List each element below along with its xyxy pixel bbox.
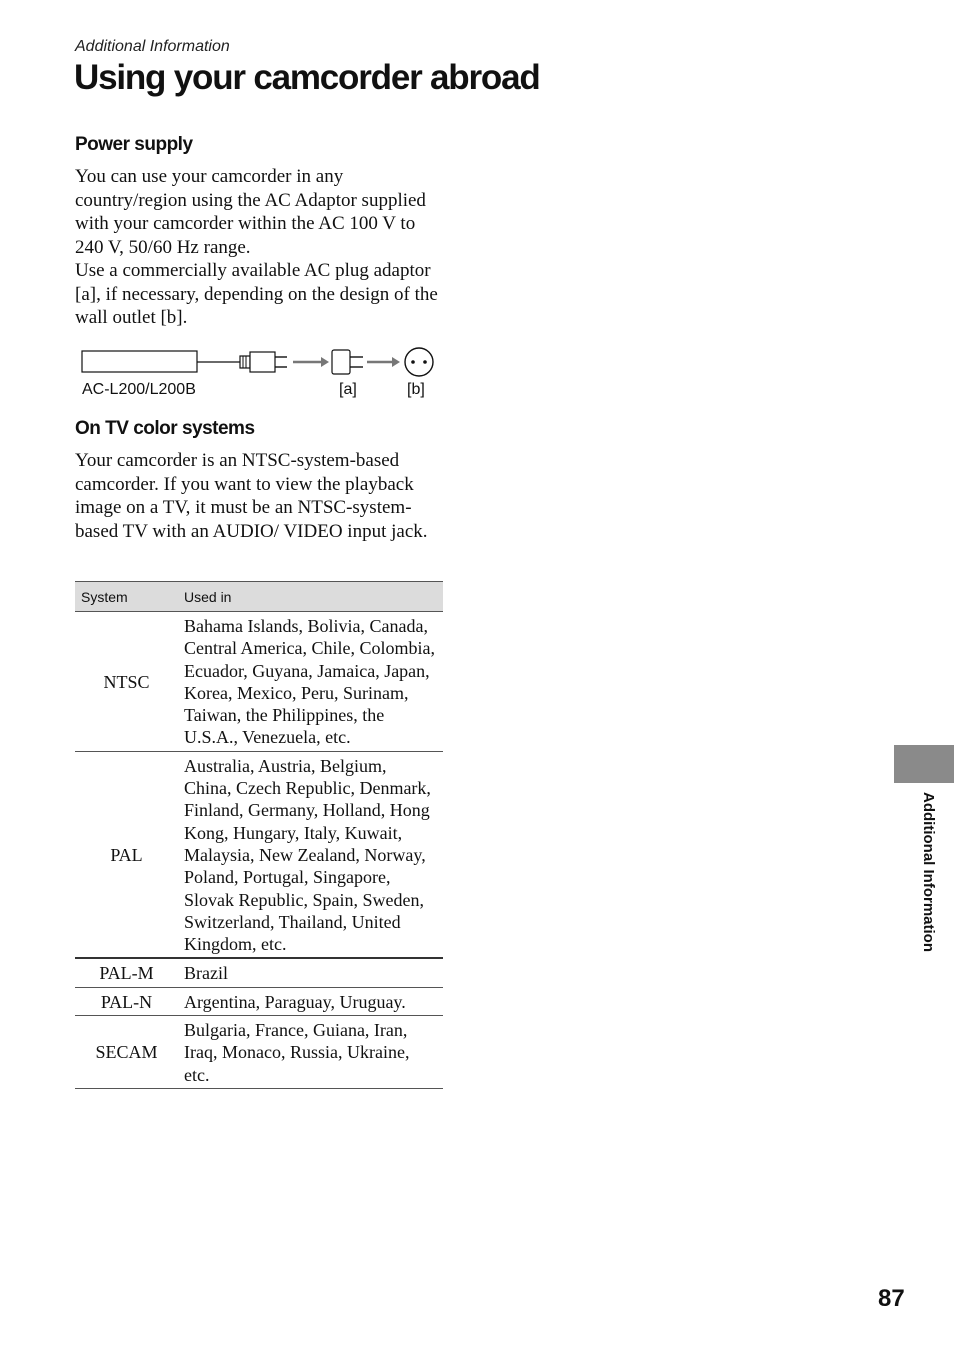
arrow-right-icon: [293, 357, 329, 367]
page-title: Using your camcorder abroad: [74, 58, 540, 97]
system-cell: NTSC: [75, 612, 178, 752]
plug-adaptor-icon: [332, 350, 363, 374]
chapter-tab-label: Additional Information: [920, 792, 937, 952]
power-supply-heading: Power supply: [75, 134, 193, 155]
used-in-cell: Bahama Islands, Bolivia, Canada, Central America, Chile, Colombia, Ecuador, Guyana, Jamaica, Japan, Korea, Mexico, Peru, Surinam, Taiwan, the Philippines, the U.S.A., Venezuela, etc.: [178, 612, 443, 752]
power-connection-diagram: [75, 340, 455, 410]
wall-outlet-label: [b]: [407, 381, 425, 398]
page-number: 87: [878, 1285, 905, 1312]
system-cell: PAL-N: [75, 987, 178, 1015]
table-row: [75, 987, 443, 1015]
tv-systems-table: [75, 581, 443, 1089]
plug-adaptor-label: [a]: [339, 381, 357, 398]
used-in-cell: Bulgaria, France, Guiana, Iran, Iraq, Monaco, Russia, Ukraine, etc.: [178, 1016, 443, 1089]
used-in-cell: Argentina, Paraguay, Uruguay.: [178, 987, 443, 1015]
tv-systems-heading: On TV color systems: [75, 418, 255, 439]
wall-outlet-icon: [405, 348, 433, 376]
used-in-cell: Brazil: [178, 958, 443, 987]
plug-adaptor-paragraph: Use a commercially available AC plug adaptor [a], if necessary, depending on the design of the wall outlet [b].: [75, 260, 438, 329]
power-supply-paragraph: You can use your camcorder in any country/region using the AC Adaptor supplied with your camcorder within the AC 100 V to 240 V, 50/60 Hz range.: [75, 166, 426, 258]
arrow-right-icon: [367, 357, 400, 367]
section-kicker: Additional Information: [75, 38, 230, 55]
ac-adaptor-icon: [82, 351, 240, 372]
table-row: [75, 612, 443, 752]
system-cell: SECAM: [75, 1016, 178, 1089]
tv-systems-paragraph: Your camcorder is an NTSC-system-based camcorder. If you want to view the playback image on a TV, it must be an NTSC-system-based TV with an AUDIO/ VIDEO input jack.: [75, 450, 428, 542]
table-header-row: [75, 582, 443, 612]
table-row: [75, 1016, 443, 1089]
table-row: [75, 958, 443, 987]
column-header-used-in: Used in: [178, 582, 443, 612]
plug-icon: [240, 352, 287, 372]
table-row: [75, 751, 443, 958]
used-in-cell: Australia, Austria, Belgium, China, Czech Republic, Denmark, Finland, Germany, Holland, Hong Kong, Hungary, Italy, Kuwait, Malaysia, New Zealand, Norway, Poland, Portugal, Singapore, Slovak Republic, Spain, Sweden, Switzerland, Thailand, United Kingdom, etc.: [178, 751, 443, 958]
chapter-tab: [894, 745, 954, 783]
ac-adaptor-label: AC-L200/L200B: [82, 381, 196, 398]
system-cell: PAL: [75, 751, 178, 958]
system-cell: PAL-M: [75, 958, 178, 987]
column-header-system: System: [75, 582, 178, 612]
